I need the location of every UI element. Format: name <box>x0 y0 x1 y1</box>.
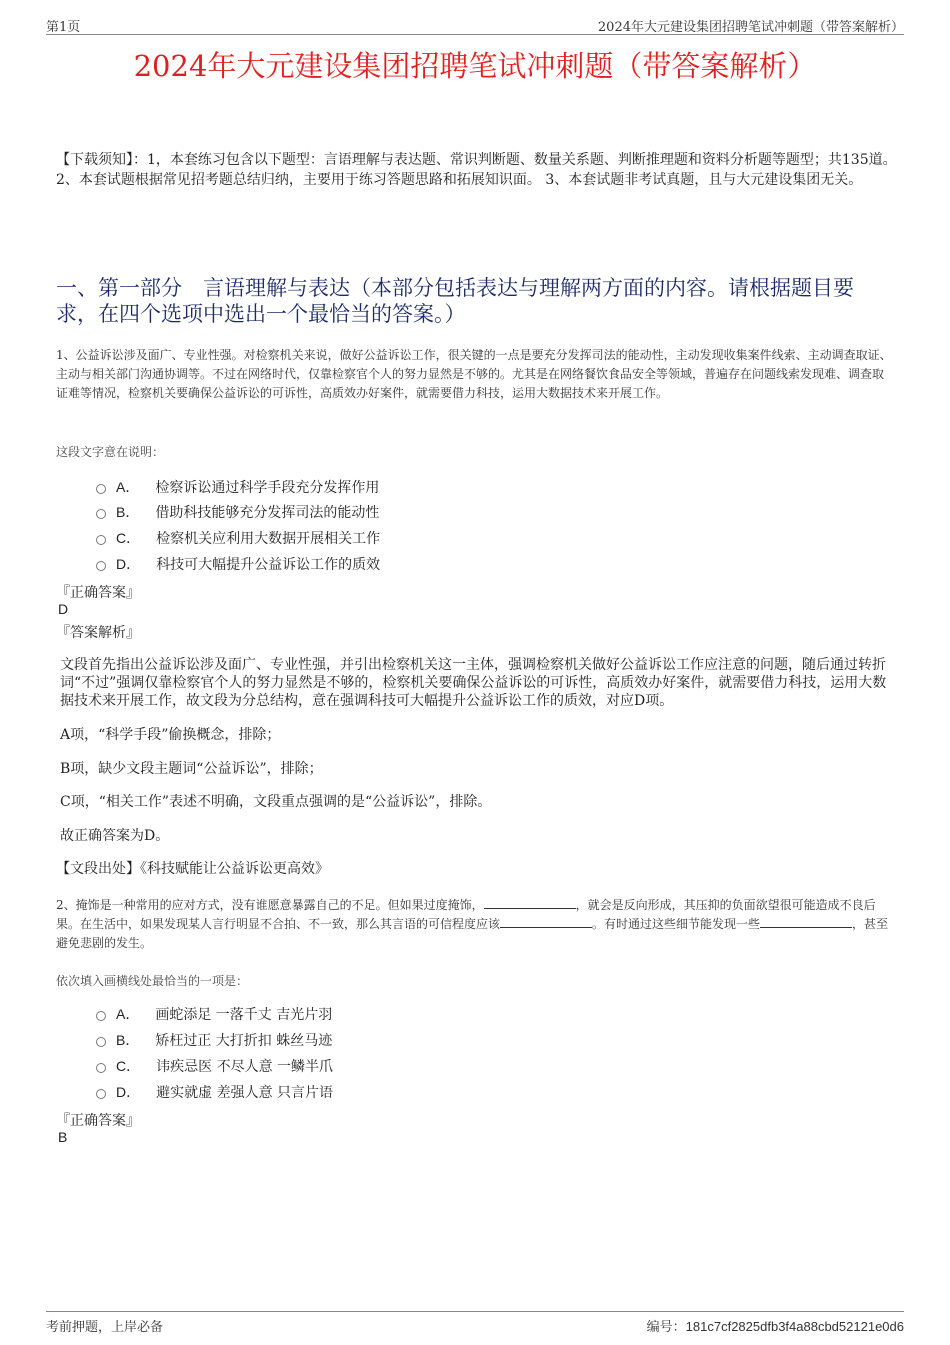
option-letter: C． <box>116 530 141 546</box>
option-letter: A． <box>116 479 140 495</box>
q1-option-b[interactable] <box>96 502 379 522</box>
option-letter: B． <box>116 504 140 520</box>
q2-option-a[interactable] <box>96 1004 332 1024</box>
q2-option-c[interactable] <box>96 1056 333 1076</box>
q1-note-c: C项，“相关工作”表述不明确，文段重点强调的是“公益诉讼”，排除。 <box>60 794 492 810</box>
radio-icon[interactable] <box>96 1089 106 1099</box>
option-text: 避实就虚 差强人意 只言片语 <box>156 1085 334 1101</box>
footer-code <box>647 1316 904 1335</box>
question-1-prompt: 这段文字意在说明： <box>56 445 165 459</box>
q2-text-part-2: ，就会是反向形成，其压抑的负面欲望很可能造成不良后果。在生活中，如果发现某人言行明显不合拍、不一致，那么其言语的可信程度应该 <box>56 898 876 931</box>
q2-text-part-4: ，甚至避免悲剧的发生。 <box>56 917 889 950</box>
q1-option-c[interactable] <box>96 528 380 548</box>
q2-text-part-1: 2、掩饰是一种常用的应对方式，没有谁愿意暴露自己的不足。但如果过度掩饰， <box>56 898 484 912</box>
radio-icon[interactable] <box>96 1037 106 1047</box>
footer-code-label: 编号： <box>646 1320 686 1335</box>
footer-code-value: 181c7cf2825dfb3f4a88cbd52121e0d6 <box>685 1319 904 1334</box>
page-title: 2024年大元建设集团招聘笔试冲刺题（带答案解析） <box>133 49 817 83</box>
header-divider <box>46 34 904 35</box>
q2-option-d[interactable] <box>96 1082 333 1102</box>
option-letter: C． <box>116 1058 141 1074</box>
radio-icon[interactable] <box>96 535 106 545</box>
radio-icon[interactable] <box>96 561 106 571</box>
q1-analysis-label: 『答案解析』 <box>56 625 140 641</box>
q1-correct-label: 『正确答案』 <box>56 585 140 601</box>
option-text: 科技可大幅提升公益诉讼工作的质效 <box>156 557 381 573</box>
option-letter: D． <box>116 556 141 572</box>
q1-option-d[interactable] <box>96 554 380 574</box>
footer-divider <box>46 1311 904 1312</box>
radio-icon[interactable] <box>96 1063 106 1073</box>
download-notice: 【下载须知】：1，本套练习包含以下题型：言语理解与表达题、常识判断题、数量关系题、判断推理题和资料分析题等题型；共135道。 2、本套试题根据常见招考题总结归纳，主要用于练习答题思路和拓展知识面。 3、本套试题非考试真题，且与大元建设集团无关。 <box>56 152 897 188</box>
q1-correct-answer: D <box>58 601 69 617</box>
q1-note-a: A项，“科学手段”偷换概念，排除； <box>60 727 281 743</box>
option-letter: D． <box>116 1084 141 1100</box>
option-text: 矫枉过正 大打折扣 蛛丝马迹 <box>155 1033 333 1049</box>
q1-note-b: B项，缺少文段主题词“公益诉讼”，排除； <box>60 761 323 777</box>
question-2-prompt: 依次填入画横线处最恰当的一项是： <box>56 974 249 988</box>
q2-option-b[interactable] <box>96 1030 332 1050</box>
q1-analysis: 文段首先指出公益诉讼涉及面广、专业性强，并引出检察机关这一主体，强调检察机关做好公益诉讼工作应注意的问题，随后通过转折词“不过”强调仅靠检察官个人的努力显然是不够的，检察机关要确保公益诉讼的可诉性，高质效办好案件，就需要借力科技，运用大数据技术来开展工作，故文段为分总结构，意在强调科技可大幅提升公益诉讼工作的质效，对应D项。 <box>60 657 887 709</box>
q2-text-part-3: 。有时通过这些细节能发现一些 <box>592 917 761 931</box>
q1-conclusion: 故正确答案为D。 <box>60 828 170 844</box>
radio-icon[interactable] <box>96 1011 106 1021</box>
fill-blank-1[interactable] <box>484 896 576 909</box>
fill-blank-3[interactable] <box>760 915 852 928</box>
section-title: 一、第一部分 言语理解与表达（本部分包括表达与理解两方面的内容。请根据题目要求，在四个选项中选出一个最恰当的答案。） <box>56 276 854 326</box>
footer-slogan: 考前押题，上岸必备 <box>46 1320 164 1335</box>
option-text: 检察诉讼通过科学手段充分发挥作用 <box>155 480 380 496</box>
question-2-text <box>56 896 894 953</box>
q1-source: 【文段出处】《科技赋能让公益诉讼更高效》 <box>56 861 329 877</box>
option-text: 检察机关应利用大数据开展相关工作 <box>156 531 381 547</box>
header-doc-title: 2024年大元建设集团招聘笔试冲刺题（带答案解析） <box>597 20 904 35</box>
option-letter: B． <box>116 1032 140 1048</box>
radio-icon[interactable] <box>96 509 106 519</box>
q1-option-a[interactable] <box>96 477 379 497</box>
option-text: 画蛇添足 一落千丈 吉光片羽 <box>155 1007 333 1023</box>
fill-blank-2[interactable] <box>500 915 592 928</box>
q2-correct-label: 『正确答案』 <box>56 1113 140 1129</box>
option-letter: A． <box>116 1006 140 1022</box>
question-1-text: 1、公益诉讼涉及面广、专业性强。对检察机关来说，做好公益诉讼工作，很关键的一点是要充分发挥司法的能动性，主动发现收集案件线索、主动调查取证、主动与相关部门沟通协调等。不过在网络时代，仅靠检察官个人的努力显然是不够的。尤其是在网络餐饮食品安全等领域，普遍存在问题线索发现难、调查取证难等情况，检察机关要确保公益诉讼的可诉性，高质效办好案件，就需要借力科技，运用大数据技术来开展工作。 <box>56 348 892 400</box>
q2-correct-answer: B <box>58 1129 68 1145</box>
option-text: 讳疾忌医 不尽人意 一鳞半爪 <box>156 1059 334 1075</box>
radio-icon[interactable] <box>96 484 106 494</box>
page-number: 第1页 <box>46 20 81 35</box>
option-text: 借助科技能够充分发挥司法的能动性 <box>155 505 380 521</box>
